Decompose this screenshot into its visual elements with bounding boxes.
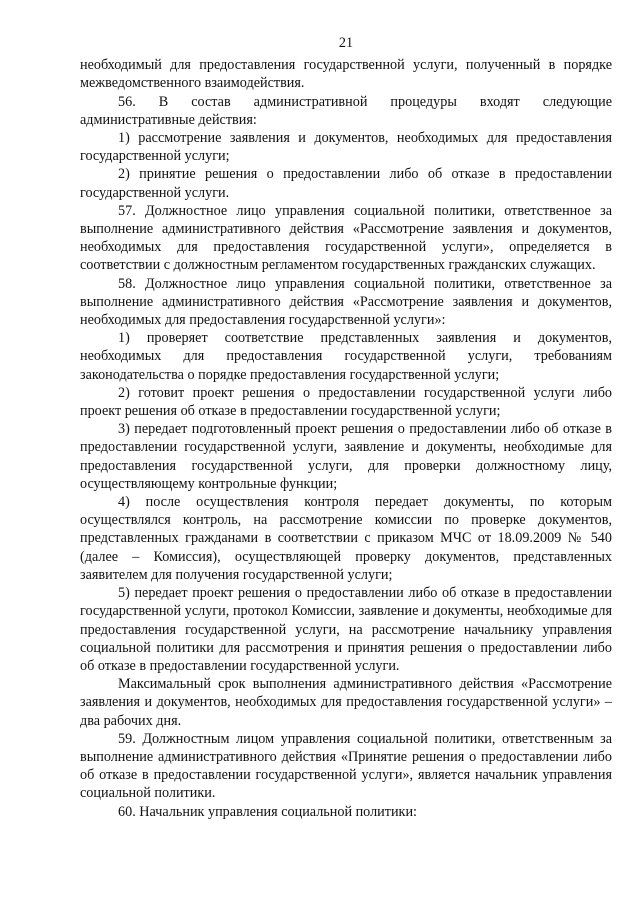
paragraph: 58. Должностное лицо управления социальной политики, ответственное за выполнение административного действия «Рассмотрение заявления и документов, необходимых для предоставления государственной услуги»: (80, 275, 612, 329)
paragraph: 4) после осуществления контроля передает документы, по которым осуществлялся контроль, на рассмотрение комиссии по проверке документов, представленных гражданами в соответствии с приказом МЧС от 18.09.2009 № 540 (далее – Комиссия), осуществляющей проверку документов, представленных заявителем для получения государственной услуги; (80, 494, 612, 583)
paragraph: 59. Должностным лицом управления социальной политики, ответственным за выполнение административного действия «Принятие решения о предоставлении либо об отказе в предоставлении государственной услуги», является начальник управления социальной политики. (80, 730, 612, 802)
paragraph: 1) проверяет соответствие представленных заявления и документов, необходимых для предоставления государственной услуги, требованиям законодательства о порядке предоставления государственной услуги; (80, 330, 612, 383)
paragraph: 3) передает подготовленный проект решения о предоставлении либо об отказе в предоставлении государственной услуги, заявление и документы, необходимые для предоставления государственной услуги, для проверки должностному лицу, осуществляющему контрольные функции; (80, 421, 612, 492)
paragraph: 57. Должностное лицо управления социальной политики, ответственное за выполнение административного действия «Рассмотрение заявления и документов, необходимых для предоставления государственной услуги», определяется в соответствии с должностным регламентом государственных гражданских служащих. (80, 202, 612, 274)
paragraph: 60. Начальник управления социальной политики: (118, 803, 417, 820)
document-body (80, 56, 612, 821)
page-number: 21 (338, 35, 354, 51)
paragraph: Максимальный срок выполнения административного действия «Рассмотрение заявления и документов, необходимых для предоставления государственной услуги» – два рабочих дня. (80, 676, 612, 729)
paragraph: 5) передает проект решения о предоставлении либо об отказе в предоставлении государственной услуги, протокол Комиссии, заявление и документы, необходимые для предоставления государственной услуги, на рассмотрение начальнику управления социальной политики для рассмотрения и принятия решения о предоставлении либо об отказе в предоставлении государственной услуги. (80, 585, 612, 674)
paragraph: 56. В состав административной процедуры входят следующие административные действия: (80, 93, 612, 128)
paragraph: 2) готовит проект решения о предоставлении государственной услуги либо проект решения об отказе в предоставлении государственной услуги; (80, 384, 612, 420)
paragraph: 2) принятие решения о предоставлении либо об отказе в предоставлении государственной услуги. (80, 166, 612, 201)
paragraph: 1) рассмотрение заявления и документов, необходимых для предоставления государственной услуги; (80, 130, 612, 165)
paragraph: необходимый для предоставления государственной услуги, полученный в порядке межведомственного взаимодействия. (80, 57, 612, 92)
document-page (80, 34, 612, 821)
